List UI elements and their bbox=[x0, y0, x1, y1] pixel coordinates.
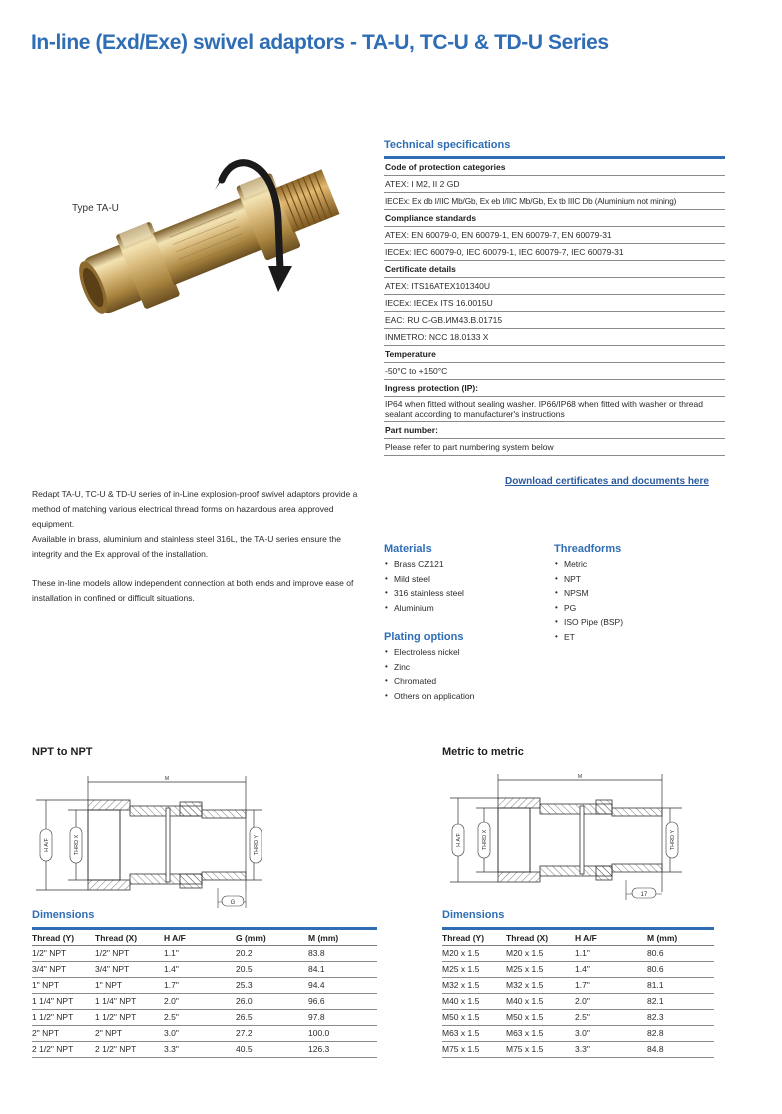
table-cell: 80.6 bbox=[647, 962, 714, 978]
table-cell: M32 x 1.5 bbox=[442, 978, 506, 994]
table-row bbox=[442, 962, 714, 978]
spec-value: EAC: RU C-GB.ИМ43.B.01715 bbox=[384, 312, 725, 329]
dimension-label-x: THRD X bbox=[74, 834, 80, 856]
product-description bbox=[32, 487, 372, 606]
table-cell: 100.0 bbox=[308, 1026, 377, 1042]
column-header: Thread (Y) bbox=[442, 930, 506, 946]
list-item: • NPSM bbox=[554, 586, 623, 601]
table-cell: 83.8 bbox=[308, 946, 377, 962]
column-header: M (mm) bbox=[647, 930, 714, 946]
table-cell: 2 1/2" NPT bbox=[95, 1042, 164, 1058]
table-cell: 82.8 bbox=[647, 1026, 714, 1042]
table-cell: 84.8 bbox=[647, 1042, 714, 1058]
column-header: Thread (X) bbox=[95, 930, 164, 946]
download-certificates-link[interactable]: Download certificates and documents here bbox=[505, 476, 709, 487]
table-cell: 1.1" bbox=[164, 946, 236, 962]
metric-dimensions-table bbox=[442, 930, 714, 1058]
materials-section bbox=[384, 543, 464, 615]
table-cell: 2.5" bbox=[164, 1010, 236, 1026]
plating-options-section bbox=[384, 631, 474, 703]
list-item: • Chromated bbox=[384, 674, 474, 689]
table-cell: 26.5 bbox=[236, 1010, 308, 1026]
table-row bbox=[32, 978, 377, 994]
dimension-label-m: M bbox=[577, 774, 583, 780]
table-cell: 82.1 bbox=[647, 994, 714, 1010]
table-cell: 80.6 bbox=[647, 946, 714, 962]
npt-dimensions-heading: Dimensions bbox=[32, 909, 95, 921]
table-cell: 1.7" bbox=[575, 978, 647, 994]
table-cell: M63 x 1.5 bbox=[506, 1026, 575, 1042]
table-cell: 27.2 bbox=[236, 1026, 308, 1042]
table-cell: 3.3" bbox=[575, 1042, 647, 1058]
list-item: • Aluminium bbox=[384, 601, 464, 616]
threadforms-section bbox=[554, 543, 623, 644]
table-cell: 1 1/2" NPT bbox=[95, 1010, 164, 1026]
list-item: • Mild steel bbox=[384, 572, 464, 587]
column-header: H A/F bbox=[164, 930, 236, 946]
metric-technical-drawing bbox=[442, 770, 692, 912]
dimension-label-h: H A/F bbox=[456, 833, 462, 847]
tech-specs-heading: Technical specifications bbox=[384, 139, 511, 151]
column-header: H A/F bbox=[575, 930, 647, 946]
list-item: • ET bbox=[554, 630, 623, 645]
table-cell: 26.0 bbox=[236, 994, 308, 1010]
spec-category: Temperature bbox=[384, 346, 725, 363]
table-row bbox=[442, 978, 714, 994]
table-cell: 1" NPT bbox=[95, 978, 164, 994]
table-cell: 3.3" bbox=[164, 1042, 236, 1058]
plating-heading: Plating options bbox=[384, 631, 464, 643]
list-item: • NPT bbox=[554, 572, 623, 587]
table-cell: M25 x 1.5 bbox=[442, 962, 506, 978]
spec-value: IECEx: Ex db I/IIC Mb/Gb, Ex eb I/IIC Mb/Gb, Ex tb IIIC Db (Aluminium not mining) bbox=[384, 193, 725, 210]
table-cell: 1/2" NPT bbox=[32, 946, 95, 962]
column-header: G (mm) bbox=[236, 930, 308, 946]
npt-dimensions-table bbox=[32, 930, 377, 1058]
threadforms-heading: Threadforms bbox=[554, 543, 622, 555]
table-cell: 1/2" NPT bbox=[95, 946, 164, 962]
table-cell: 2 1/2" NPT bbox=[32, 1042, 95, 1058]
spec-value: Please refer to part numbering system below bbox=[384, 439, 725, 456]
dimension-label-y: THRD Y bbox=[670, 829, 676, 851]
table-cell: M40 x 1.5 bbox=[506, 994, 575, 1010]
dimension-label-m: M bbox=[164, 776, 170, 782]
list-item: • Metric bbox=[554, 557, 623, 572]
table-cell: 1.1" bbox=[575, 946, 647, 962]
table-cell: M75 x 1.5 bbox=[442, 1042, 506, 1058]
table-cell: 3/4" NPT bbox=[95, 962, 164, 978]
table-row bbox=[442, 994, 714, 1010]
spec-category: Part number: bbox=[384, 422, 725, 439]
dimension-label-g: G bbox=[230, 900, 236, 906]
spec-category: Ingress protection (IP): bbox=[384, 380, 725, 397]
table-cell: M50 x 1.5 bbox=[442, 1010, 506, 1026]
spec-value: ATEX: I M2, II 2 GD bbox=[384, 176, 725, 193]
dimension-label-y: THRD Y bbox=[254, 834, 260, 856]
list-item: • 316 stainless steel bbox=[384, 586, 464, 601]
table-cell: 1 1/2" NPT bbox=[32, 1010, 95, 1026]
spec-category: Code of protection categories bbox=[384, 159, 725, 176]
description-paragraph: Redapt TA-U, TC-U & TD-U series of in-Line explosion-proof swivel adaptors provide a method of matching various electrical thread forms on hazardous area approved equipment. bbox=[32, 489, 358, 529]
table-cell: 3.0" bbox=[575, 1026, 647, 1042]
table-cell: 1.7" bbox=[164, 978, 236, 994]
table-cell: 20.5 bbox=[236, 962, 308, 978]
table-cell: M25 x 1.5 bbox=[506, 962, 575, 978]
spec-category: Compliance standards bbox=[384, 210, 725, 227]
product-type-label: Type TA-U bbox=[72, 203, 119, 214]
table-row bbox=[32, 946, 377, 962]
table-cell: M63 x 1.5 bbox=[442, 1026, 506, 1042]
metric-dimensions-heading: Dimensions bbox=[442, 909, 505, 921]
metric-section-heading: Metric to metric bbox=[442, 746, 524, 758]
table-cell: M50 x 1.5 bbox=[506, 1010, 575, 1026]
table-cell: 3.0" bbox=[164, 1026, 236, 1042]
column-header: M (mm) bbox=[308, 930, 377, 946]
table-row bbox=[32, 1042, 377, 1058]
table-cell: M32 x 1.5 bbox=[506, 978, 575, 994]
table-cell: 2" NPT bbox=[95, 1026, 164, 1042]
list-item: • PG bbox=[554, 601, 623, 616]
dimension-label-h: H A/F bbox=[44, 838, 50, 852]
npt-dimensions bbox=[32, 909, 377, 1058]
description-paragraph: These in-line models allow independent connection at both ends and improve ease of installation in confined or difficult situations. bbox=[32, 578, 354, 603]
table-row bbox=[442, 1026, 714, 1042]
table-row bbox=[32, 962, 377, 978]
spec-value: IECEx: IECEx ITS 16.0015U bbox=[384, 295, 725, 312]
table-row bbox=[32, 1010, 377, 1026]
spec-value: ATEX: ITS16ATEX101340U bbox=[384, 278, 725, 295]
table-cell: 2.5" bbox=[575, 1010, 647, 1026]
technical-specifications bbox=[384, 139, 725, 456]
spec-value: ATEX: EN 60079-0, EN 60079-1, EN 60079-7, EN 60079-31 bbox=[384, 227, 725, 244]
list-item: • ISO Pipe (BSP) bbox=[554, 615, 623, 630]
list-item: • Electroless nickel bbox=[384, 645, 474, 660]
table-header-row bbox=[32, 930, 377, 946]
spec-value: INMETRO: NCC 18.0133 X bbox=[384, 329, 725, 346]
table-cell: 84.1 bbox=[308, 962, 377, 978]
spec-value: -50°C to +150°C bbox=[384, 363, 725, 380]
npt-technical-drawing bbox=[32, 770, 262, 912]
table-cell: 94.4 bbox=[308, 978, 377, 994]
list-item: • Zinc bbox=[384, 660, 474, 675]
table-cell: 20.2 bbox=[236, 946, 308, 962]
list-item: • Brass CZ121 bbox=[384, 557, 464, 572]
table-cell: 1" NPT bbox=[32, 978, 95, 994]
dimension-label-g: 17 bbox=[640, 892, 648, 898]
table-cell: M75 x 1.5 bbox=[506, 1042, 575, 1058]
npt-section-heading: NPT to NPT bbox=[32, 746, 93, 758]
materials-heading: Materials bbox=[384, 543, 432, 555]
table-row bbox=[442, 946, 714, 962]
product-image bbox=[60, 140, 360, 320]
table-cell: 25.3 bbox=[236, 978, 308, 994]
table-header-row bbox=[442, 930, 714, 946]
table-cell: M20 x 1.5 bbox=[506, 946, 575, 962]
table-cell: 126.3 bbox=[308, 1042, 377, 1058]
table-cell: M20 x 1.5 bbox=[442, 946, 506, 962]
list-item: • Others on application bbox=[384, 689, 474, 704]
table-row bbox=[32, 994, 377, 1010]
table-cell: 1.4" bbox=[575, 962, 647, 978]
table-row bbox=[442, 1042, 714, 1058]
table-row bbox=[32, 1026, 377, 1042]
table-cell: 3/4" NPT bbox=[32, 962, 95, 978]
spec-category: Certificate details bbox=[384, 261, 725, 278]
spec-value: IECEx: IEC 60079-0, IEC 60079-1, IEC 60079-7, IEC 60079-31 bbox=[384, 244, 725, 261]
table-cell: 97.8 bbox=[308, 1010, 377, 1026]
table-cell: 40.5 bbox=[236, 1042, 308, 1058]
table-cell: 1 1/4" NPT bbox=[95, 994, 164, 1010]
table-cell: 2.0" bbox=[575, 994, 647, 1010]
spec-value: IP64 when fitted without sealing washer. IP66/IP68 when fitted with washer or thread sealant according to manufacturer's instructions bbox=[384, 397, 725, 422]
column-header: Thread (Y) bbox=[32, 930, 95, 946]
table-row bbox=[442, 1010, 714, 1026]
metric-dimensions bbox=[442, 909, 714, 1058]
column-header: Thread (X) bbox=[506, 930, 575, 946]
table-cell: 82.3 bbox=[647, 1010, 714, 1026]
table-cell: 2" NPT bbox=[32, 1026, 95, 1042]
page-title: In-line (Exd/Exe) swivel adaptors - TA-U, TC-U & TD-U Series bbox=[31, 31, 609, 54]
table-cell: 81.1 bbox=[647, 978, 714, 994]
table-cell: M40 x 1.5 bbox=[442, 994, 506, 1010]
table-cell: 1 1/4" NPT bbox=[32, 994, 95, 1010]
description-paragraph: Available in brass, aluminium and stainless steel 316L, the TA-U series ensure the integrity and the Ex approval of the installation. bbox=[32, 534, 341, 559]
dimension-label-x: THRD X bbox=[482, 829, 488, 851]
table-cell: 1.4" bbox=[164, 962, 236, 978]
table-cell: 2.0" bbox=[164, 994, 236, 1010]
table-cell: 96.6 bbox=[308, 994, 377, 1010]
